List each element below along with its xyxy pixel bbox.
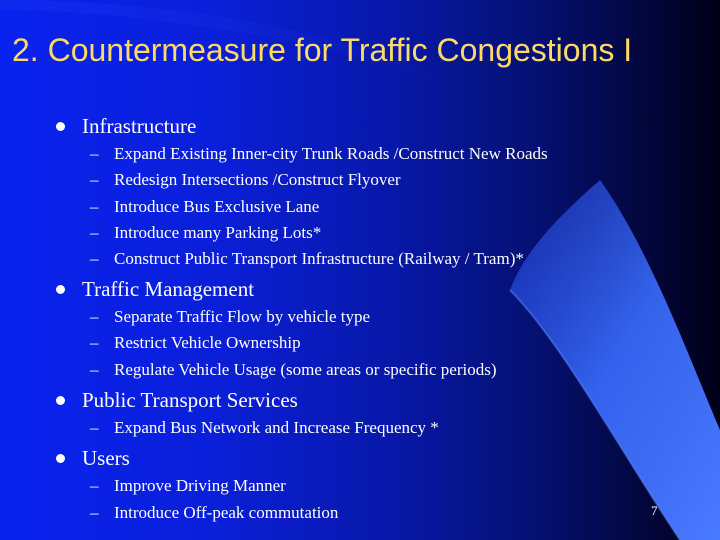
list-item (90, 307, 371, 327)
list-item (90, 170, 401, 190)
section-heading-users (82, 445, 130, 471)
list-item-label: Regulate Vehicle Usage (some areas or specific periods) (114, 360, 497, 379)
list-item-label: Construct Public Transport Infrastructure (Railway / Tram)* (114, 249, 524, 268)
list-item (90, 333, 301, 353)
slide-title: 2. Countermeasure for Traffic Congestions I (12, 32, 633, 68)
list-item-label: Redesign Intersections /Construct Flyover (114, 170, 401, 189)
list-item (90, 249, 524, 269)
list-item (90, 503, 339, 523)
dash-icon: – (90, 197, 99, 216)
list-item-label: Introduce Bus Exclusive Lane (114, 197, 320, 216)
list-item-label: Improve Driving Manner (114, 476, 286, 495)
dash-icon: – (90, 307, 99, 326)
bullet-icon (56, 122, 65, 131)
dash-icon: – (90, 249, 99, 268)
list-item-label: Introduce many Parking Lots* (114, 223, 322, 242)
dash-icon: – (90, 360, 99, 379)
section-heading-label: Infrastructure (82, 114, 197, 138)
dash-icon: – (90, 503, 99, 522)
dash-icon: – (90, 223, 99, 242)
section-heading-label: Traffic Management (82, 277, 255, 301)
list-item (90, 223, 322, 243)
list-item (90, 418, 439, 438)
list-item-label: Restrict Vehicle Ownership (114, 333, 301, 352)
dash-icon: – (90, 476, 99, 495)
list-item-label: Expand Bus Network and Increase Frequency * (114, 418, 439, 437)
section-heading-traffic-management (82, 276, 254, 302)
bullet-icon (56, 396, 65, 405)
section-heading-label: Public Transport Services (82, 388, 298, 412)
list-item (90, 197, 320, 217)
bullet-icon (56, 454, 65, 463)
dash-icon: – (90, 170, 99, 189)
list-item (90, 144, 548, 164)
page-number: 7 (651, 503, 658, 518)
dash-icon: – (90, 333, 99, 352)
list-item-label: Introduce Off-peak commutation (114, 503, 339, 522)
section-heading-public-transport (82, 387, 298, 413)
section-heading-infrastructure (82, 113, 196, 139)
list-item-label: Expand Existing Inner-city Trunk Roads /Construct New Roads (114, 144, 548, 163)
list-item (90, 360, 497, 380)
list-item (90, 476, 286, 496)
dash-icon: – (90, 144, 99, 163)
section-heading-label: Users (82, 446, 130, 470)
list-item-label: Separate Traffic Flow by vehicle type (114, 307, 371, 326)
bullet-icon (56, 285, 65, 294)
dash-icon: – (90, 418, 99, 437)
